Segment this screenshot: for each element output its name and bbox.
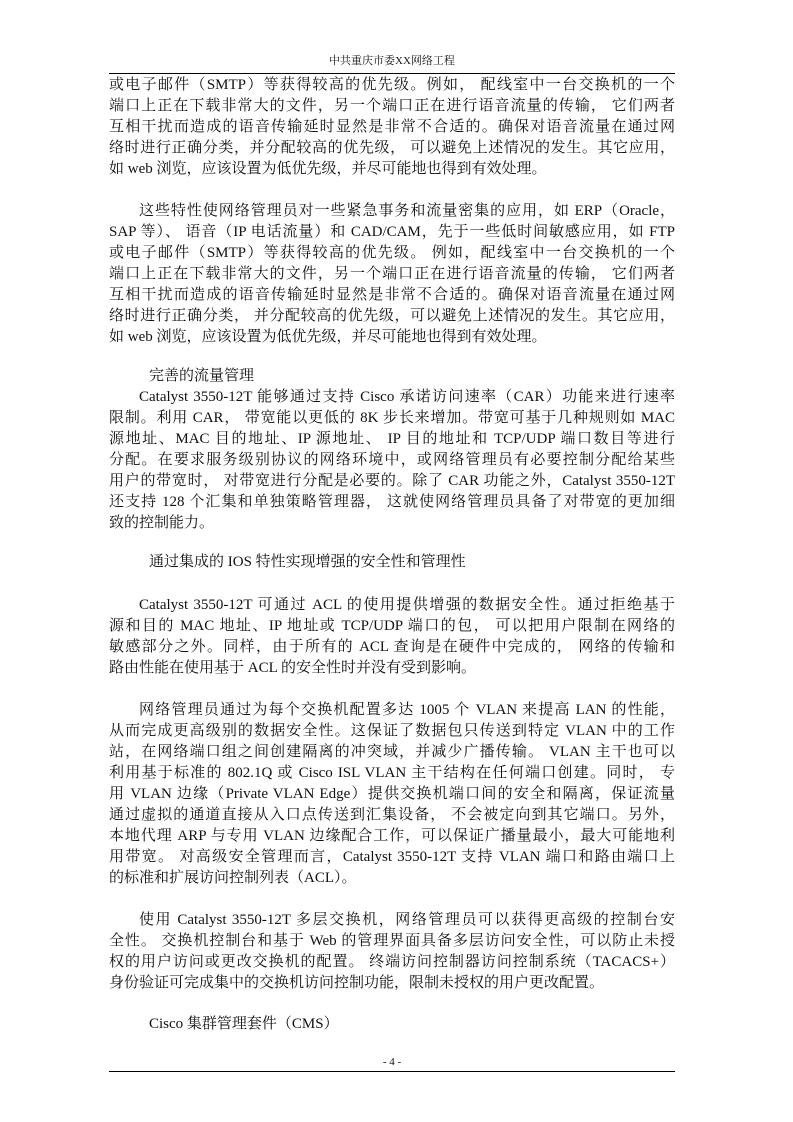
- text-line: 使用 Catalyst 3550-12T 多层交换机，网络管理员可以获得更高级的控制台安: [139, 912, 675, 928]
- text-line: 互相干扰而造成的语音传输延时显然是非常不合适的。确保对语音流量在通过网: [109, 119, 675, 135]
- text-line: 路由性能在使用基于 ACL 的安全性时并没有受到影响。: [109, 660, 476, 676]
- text-line: 用户的带宽时， 对带宽进行分配是必要的。除了 CAR 功能之外，Catalyst 3550-12T: [109, 473, 675, 489]
- text-line: 限制。利用 CAR， 带宽能以更低的 8K 步长来增加。带宽可基于几种规则如 MAC: [109, 410, 675, 426]
- text-line: Catalyst 3550-12T 能够通过支持 Cisco 承诺访问速率（CAR）功能来进行速率: [139, 389, 675, 405]
- text-line: 如 web 浏览，应该设置为低优先级，并尽可能地也得到有效处理。: [109, 161, 547, 177]
- text-line: 通过集成的 IOS 特性实现增强的安全性和管理性: [149, 554, 466, 570]
- text-line: 用 VLAN 边缘（Private VLAN Edge）提供交换机端口间的安全和隔离，保证流量: [109, 786, 675, 802]
- text-line: 端口上正在下载非常大的文件，另一个端口正在进行语音流量的传输， 它们两者: [109, 98, 675, 114]
- document-body: [109, 75, 675, 1035]
- text-line: 致的控制能力。: [109, 515, 215, 531]
- paragraph: [109, 75, 675, 180]
- text-line: 源地址、MAC 目的地址、IP 源地址、 IP 目的地址和 TCP/UDP 端口数目等进行: [109, 431, 675, 447]
- text-line: 敏感部分之外。同样，由于所有的 ACL 查询是在硬件中完成的， 网络的传输和: [109, 639, 675, 655]
- text-line: 端口上正在下载非常大的文件，另一个端口正在进行语音流量的传输， 它们两者: [109, 266, 675, 282]
- footer-rule: [109, 1071, 675, 1072]
- text-line: 分配。在要求服务级别协议的网络环境中，或网络管理员有必要控制分配给某些: [109, 452, 675, 468]
- text-line: 权的用户访问或更改交换机的配置。 终端访问控制器访问控制系统（TACACS+）: [109, 954, 675, 970]
- text-line: 源和目的 MAC 地址、IP 地址或 TCP/UDP 端口的包， 可以把用户限制在网络的: [109, 618, 675, 634]
- text-line: 或电子邮件（SMTP）等获得较高的优先级。 例如，配线室中一台交换机的一个: [109, 245, 675, 261]
- text-line: 站，在网络端口组之间创建隔离的冲突域，并减少广播传输。 VLAN 主干也可以: [109, 744, 675, 760]
- paragraph: [109, 700, 675, 889]
- text-line: 全性。 交换机控制台和基于 Web 的管理界面具备多层访问安全性，可以防止未授: [109, 933, 675, 949]
- text-line: 还支持 128 个汇集和单独策略管理器， 这就使网络管理员具备了对带宽的更加细: [109, 494, 675, 510]
- paragraph: [109, 595, 675, 679]
- header-rule: [109, 73, 675, 74]
- text-line: 身份验证可完成集中的交换机访问控制功能，限制未授权的用户更改配置。: [109, 975, 605, 991]
- text-line: 这些特性使网络管理员对一些紧急事务和流量密集的应用，如 ERP（Oracle，: [139, 203, 675, 219]
- text-line: 络时进行正确分类，并分配较高的优先级， 可以避免上述情况的发生。其它应用，: [109, 140, 675, 156]
- text-line: Cisco 集群管理套件（CMS）: [149, 1016, 339, 1032]
- paragraph: [109, 201, 675, 348]
- text-line: 的标准和扩展访问控制列表（ACL）。: [109, 870, 357, 886]
- text-line: 从而完成更高级别的数据安全性。这保证了数据包只传送到特定 VLAN 中的工作: [109, 723, 675, 739]
- page-number: - 4 -: [382, 1056, 402, 1068]
- text-line: 如 web 浏览，应该设置为低优先级，并尽可能地也得到有效处理。: [109, 329, 547, 345]
- text-line: Catalyst 3550-12T 可通过 ACL 的使用提供增强的数据安全性。通过拒绝基于: [139, 597, 675, 613]
- text-line: 用带宽。 对高级安全管理而言，Catalyst 3550-12T 支持 VLAN 端口和路由端口上: [109, 849, 675, 865]
- text-line: 互相干扰而造成的语音传输延时显然是非常不合适的。确保对语音流量在通过网: [109, 287, 675, 303]
- text-line: 利用基于标准的 802.1Q 或 Cisco ISL VLAN 主干结构在任何端口创建。同时， 专: [109, 765, 675, 781]
- section-heading: [109, 366, 675, 387]
- text-line: 络时进行正确分类， 并分配较高的优先级，可以避免上述情况的发生。其它应用，: [109, 308, 675, 324]
- text-line: 完善的流量管理: [149, 368, 255, 384]
- text-line: 网络管理员通过为每个交换机配置多达 1005 个 VLAN 来提高 LAN 的性能，: [139, 702, 675, 718]
- text-line: 本地代理 ARP 与专用 VLAN 边缘配合工作，可以保证广播量最小，最大可能地利: [109, 828, 675, 844]
- text-line: 或电子邮件（SMTP）等获得较高的优先级。例如， 配线室中一台交换机的一个: [109, 77, 675, 93]
- text-line: SAP 等）、 语音（IP 电话流量）和 CAD/CAM，先于一些低时间敏感应用，如 FTP: [109, 224, 675, 240]
- section-heading: [109, 552, 675, 573]
- paragraph: [109, 387, 675, 534]
- text-line: 通过虚拟的通道直接从入口点传送到汇集设备， 不会被定向到其它端口。另外，: [109, 807, 675, 823]
- page-header: 中共重庆市委XX网络工程: [329, 55, 455, 67]
- section-heading: [109, 1014, 675, 1035]
- paragraph: [109, 910, 675, 994]
